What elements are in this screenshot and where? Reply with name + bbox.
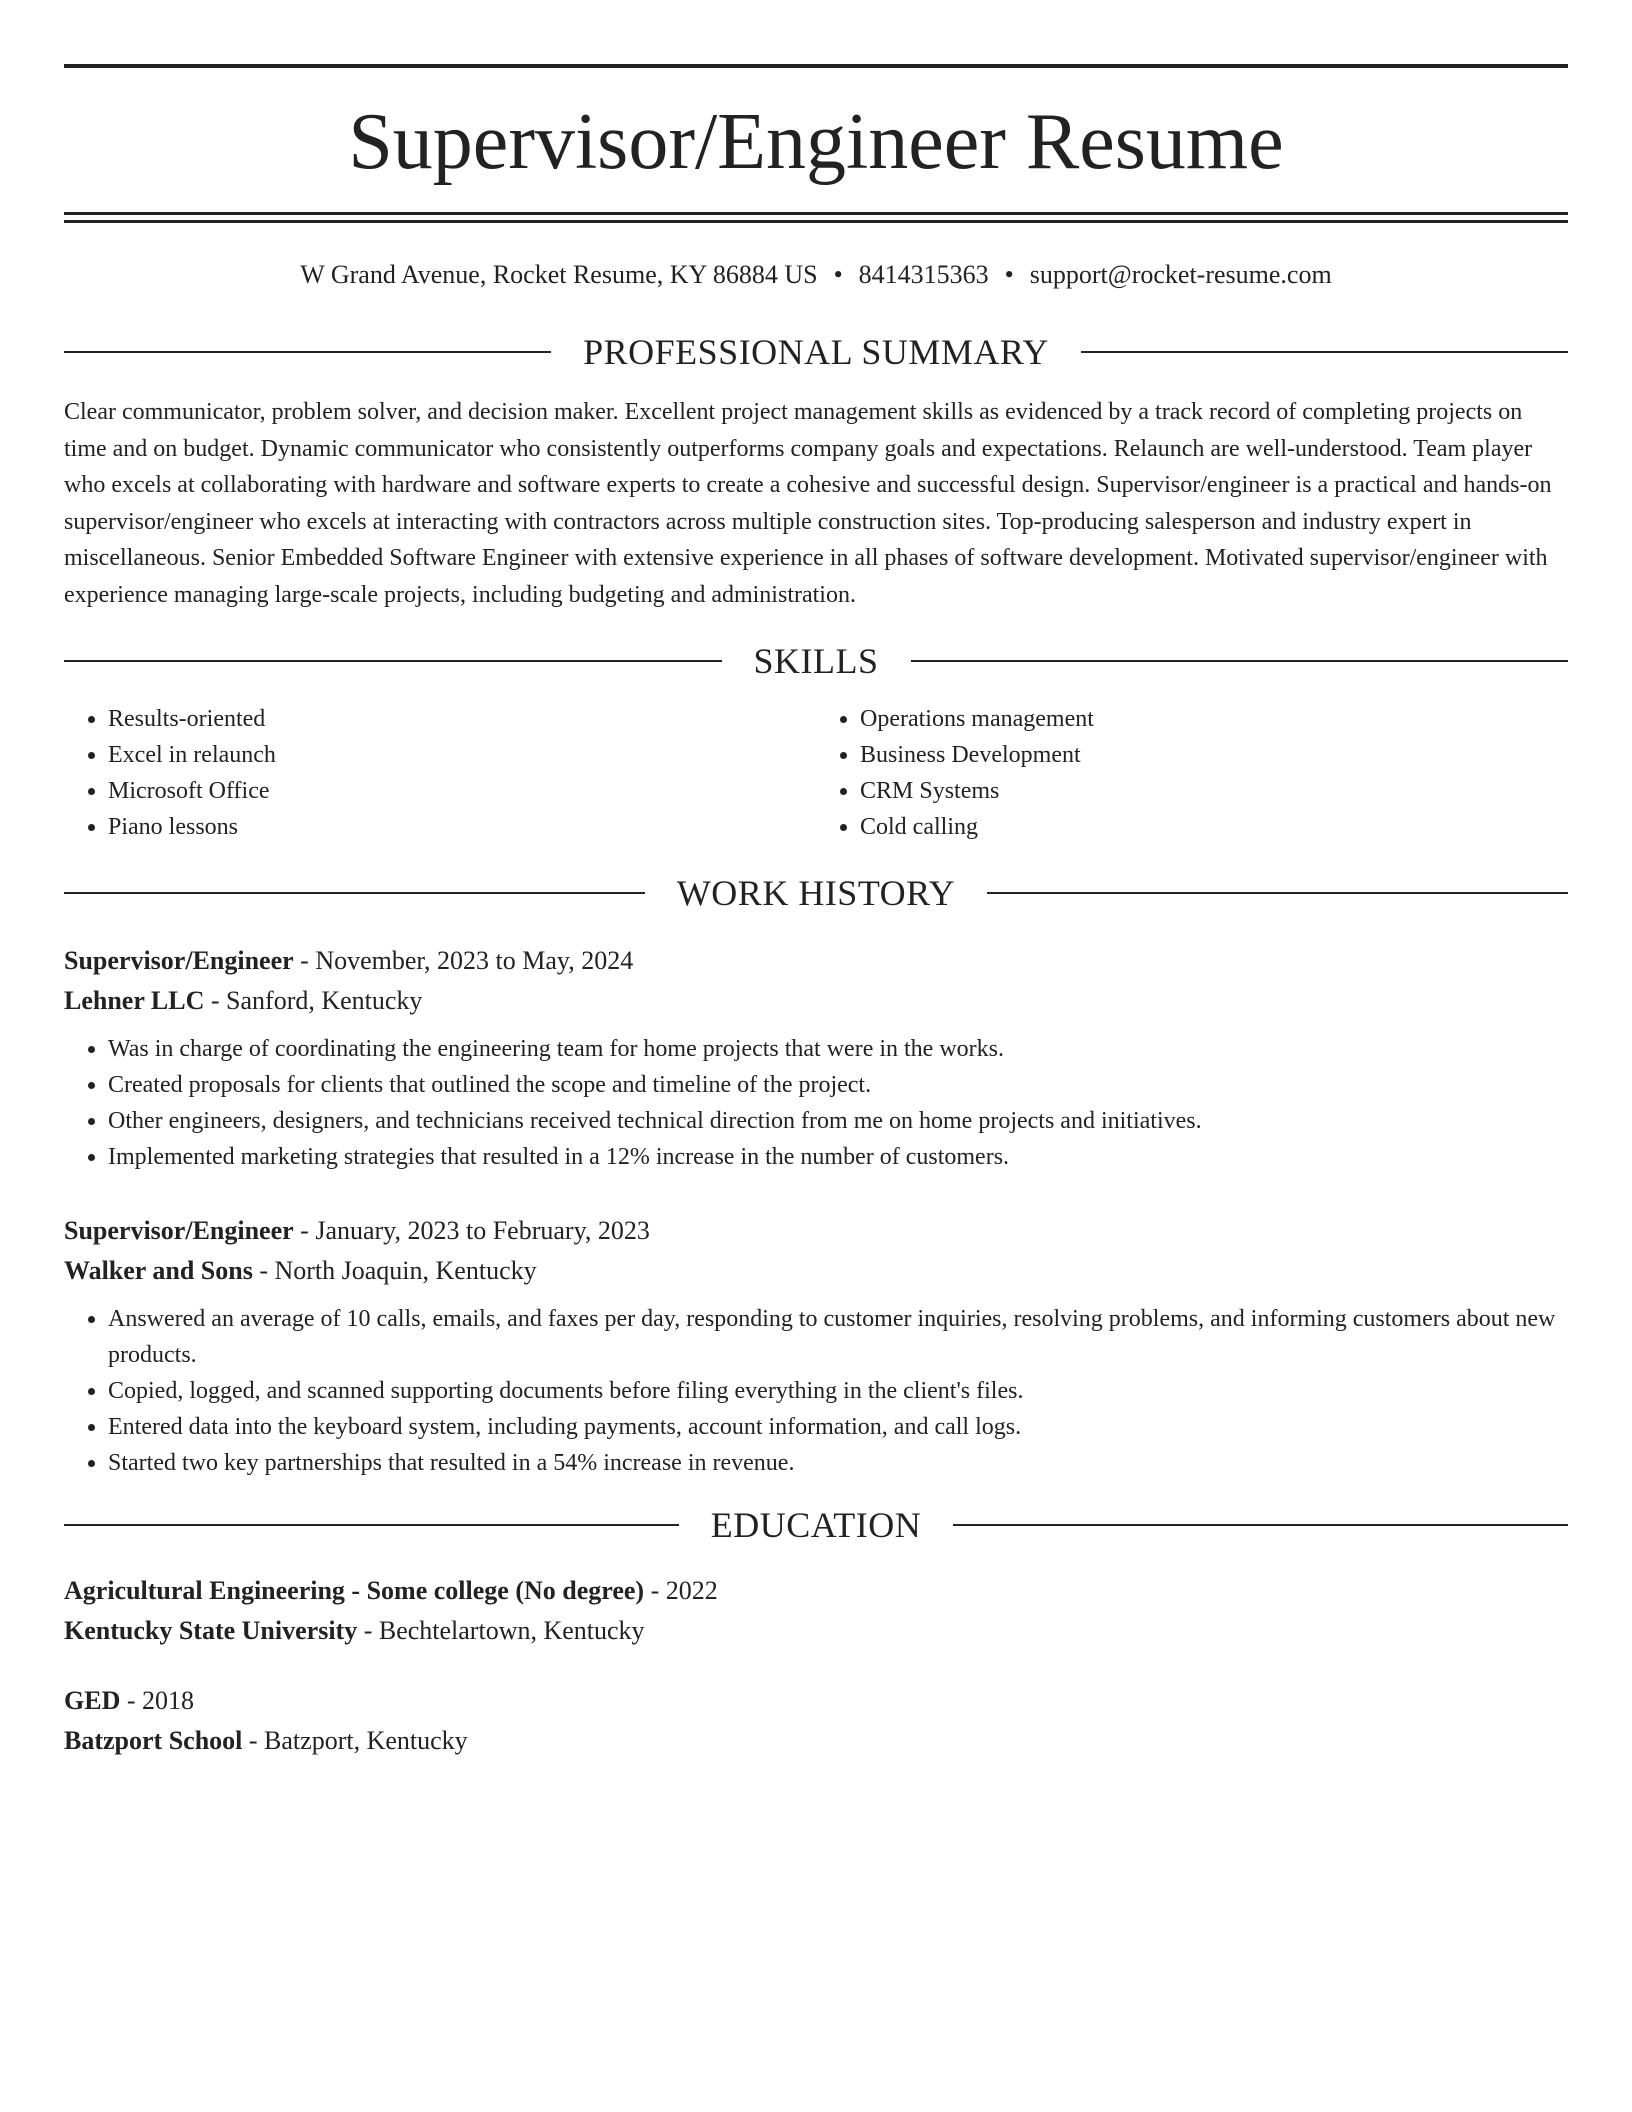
summary-heading: PROFESSIONAL SUMMARY [583,332,1049,373]
contact-phone: 8414315363 [858,260,989,289]
job-bullet: • Entered data into the keyboard system, including payments, account information, and call logs. [108,1409,1568,1445]
job-company: Walker and Sons [64,1256,253,1286]
job-location: - North Joaquin, Kentucky [252,1256,537,1286]
divider-line [953,1524,1568,1526]
job-title: Supervisor/Engineer [64,946,294,976]
job-title-line [64,941,1568,981]
education-degree-line [64,1681,1568,1721]
job-bullet: • Copied, logged, and scanned supporting documents before filing everything in the client's files. [108,1373,1568,1409]
job-bullet: • Started two key partnerships that resulted in a 54% increase in revenue. [108,1445,1568,1481]
skills-section-header [64,641,1568,682]
education-degree: Agricultural Engineering - Some college (No degree) [64,1576,645,1606]
skills-column-right [816,701,1568,845]
skill-item: • Results-oriented [108,701,816,737]
education-entry [64,1681,1568,1761]
job-dates: - November, 2023 to May, 2024 [293,946,634,976]
job-bullet: • Answered an average of 10 calls, emails, and faxes per day, responding to customer inquiries, resolving problems, and informing customers about new products. [108,1301,1568,1373]
top-rule [64,64,1568,68]
job-entry [64,941,1568,1175]
job-bullets [64,1301,1568,1481]
job-location: - Sanford, Kentucky [204,986,423,1016]
skills-column-left [64,701,816,845]
job-company-line [64,981,1568,1021]
job-company: Lehner LLC [64,986,205,1016]
education-school-line [64,1721,1568,1761]
resume-title: Supervisor/Engineer Resume [348,98,1284,186]
job-company-line [64,1251,1568,1291]
education-location: - Bechtelartown, Kentucky [357,1616,645,1646]
divider-line [64,351,551,353]
education-degree: GED [64,1686,121,1716]
education-year: - 2022 [644,1576,718,1606]
job-bullets [64,1031,1568,1175]
education-school: Batzport School [64,1726,243,1756]
education-school: Kentucky State University [64,1616,358,1646]
job-entry [64,1211,1568,1481]
skill-item: • Business Development [860,737,1568,773]
divider-line [1081,351,1568,353]
skills-list [64,701,1568,845]
job-title-line [64,1211,1568,1251]
job-bullet: • Created proposals for clients that outlined the scope and timeline of the project. [108,1067,1568,1103]
skill-item: • Microsoft Office [108,773,816,809]
skill-item: • Operations management [860,701,1568,737]
contact-line [64,259,1568,290]
contact-separator: • [1004,260,1014,289]
contact-email: support@rocket-resume.com [1029,260,1332,289]
work-heading: WORK HISTORY [676,873,956,914]
work-section-header [64,873,1568,914]
skill-item: • Piano lessons [108,809,816,845]
skill-item: • Excel in relaunch [108,737,816,773]
contact-address: W Grand Avenue, Rocket Resume, KY 86884 US [300,260,818,289]
education-section-header [64,1505,1568,1546]
summary-section-header [64,332,1568,373]
divider-line [64,892,645,894]
skills-heading: SKILLS [753,641,879,682]
education-year: - 2018 [120,1686,195,1716]
education-entry [64,1571,1568,1651]
education-degree-line [64,1571,1568,1611]
contact-separator: • [833,260,843,289]
education-location: - Batzport, Kentucky [242,1726,468,1756]
divider-line [64,660,722,662]
education-school-line [64,1611,1568,1651]
divider-line [911,660,1569,662]
skill-item: • Cold calling [860,809,1568,845]
job-bullet: • Other engineers, designers, and technicians received technical direction from me on home projects and initiatives. [108,1103,1568,1139]
job-bullet: • Implemented marketing strategies that resulted in a 12% increase in the number of customers. [108,1139,1568,1175]
summary-text: Clear communicator, problem solver, and decision maker. Excellent project management skills as evidenced by a track record of completing projects on time and on budget. Dynamic communicator who consistently outperforms company goals and expectations. Relaunch are well-understood. Team player who excels at collaborating with hardware and software experts to create a cohesive and successful design. Supervisor/engineer is a practical and hands-on supervisor/engineer who excels at interacting with contractors across multiple construction sites. Top-producing salesperson and industry expert in miscellaneous. Senior Embedded Software Engineer with extensive experience in all phases of software development. Motivated supervisor/engineer with experience managing large-scale projects, including budgeting and administration. [64,399,1552,608]
divider-line [987,892,1568,894]
skill-item: • CRM Systems [860,773,1568,809]
job-dates: - January, 2023 to February, 2023 [293,1216,650,1246]
divider-line [64,1524,679,1526]
job-title: Supervisor/Engineer [64,1216,294,1246]
job-bullet: • Was in charge of coordinating the engineering team for home projects that were in the works. [108,1031,1568,1067]
education-heading: EDUCATION [710,1505,922,1546]
double-rule [64,212,1568,223]
